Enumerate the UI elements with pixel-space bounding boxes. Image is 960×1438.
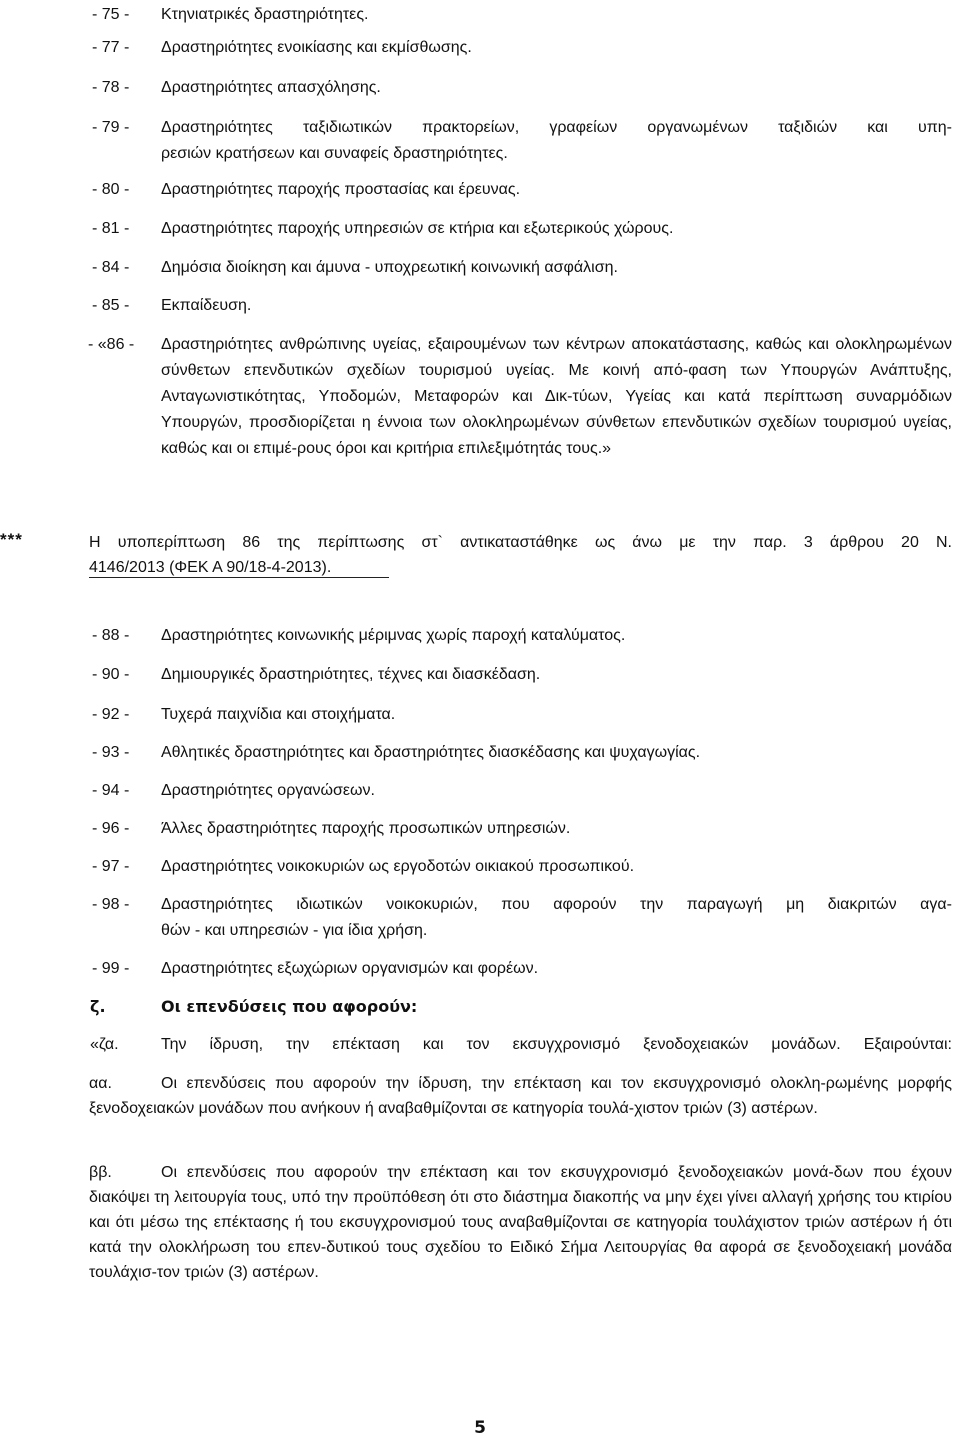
item-text: Δραστηριότητες κοινωνικής μέριμνας χωρίς παροχή καταλύματος. (161, 627, 626, 644)
item-text: Δραστηριότητες παροχής προστασίας και έρευνας. (161, 181, 521, 198)
item-text-continued: θών - και υπηρεσιών - για ίδια χρήση. (161, 922, 428, 939)
item-code: - 77 - (92, 39, 130, 56)
item-text: Δραστηριότητες ιδιωτικών νοικοκυριών, που αφορούν την παραγωγή μη διακριτών αγα- (161, 896, 952, 913)
item-text: Δραστηριότητες απασχόλησης. (161, 79, 381, 96)
item-text: Δραστηριότητες οργανώσεων. (161, 782, 375, 799)
item-text: Δημόσια διοίκηση και άμυνα - υποχρεωτική κοινωνική ασφάλιση. (161, 259, 618, 276)
item-text: Δραστηριότητες εξωχώριων οργανισμών και φορέων. (161, 960, 539, 977)
item-code: - 96 - (92, 820, 130, 837)
item-text: Αθλητικές δραστηριότητες και δραστηριότητες διασκέδασης και ψυχαγωγίας. (161, 744, 701, 761)
item-text: Κτηνιατρικές δραστηριότητες. (161, 6, 369, 23)
note-stars: *** (0, 530, 23, 549)
item-code: - 79 - (92, 119, 130, 136)
item-text: Δραστηριότητες παροχής υπηρεσιών σε κτήρια και εξωτερικούς χώρους. (161, 220, 674, 237)
item-text: Δραστηριότητες ανθρώπινης υγείας, εξαιρουμένων των κέντρων αποκατάστασης, καθώς και ολοκληρωμένων σύνθετων επενδυτικών σχεδίων τουρισμού υγείας. Με κοινή από-φαση των Υπουργών Ανάπτυξης, Ανταγωνιστικότητας, Υποδομών, Μεταφορών και Δικ-τύων, Υγείας και κατά περίπτωση συναρμόδιων Υπουργών, προσδιορίζεται η έννοια των ολοκληρωμένων σύνθετων επενδυτικών σχεδίων τουρισμού υγείας, καθώς και οι επιμέ-ρους όροι και κριτήρια επιλεξιμότητάς τους.» (161, 336, 952, 457)
subsection-text: Οι επενδύσεις που αφορούν την ίδρυση, την επέκταση και τον εκσυγχρονισμό ολοκλη-ρωμένης μορφής ξενοδοχειακών μονάδων που ανήκουν ή αναβαθμίζονται σε κατηγορία τουλά-χιστον τριών (3) αστέρων. (89, 1075, 952, 1117)
amendment-note (89, 530, 952, 580)
item-code: - 92 - (92, 706, 130, 723)
item-code: - 81 - (92, 220, 130, 237)
subsection-bb (89, 1160, 952, 1285)
section-code: ζ. (90, 997, 106, 1016)
item-code: - 97 - (92, 858, 130, 875)
note-line-1: Η υποπερίπτωση 86 της περίπτωσης στ` αντικαταστάθηκε ως άνω με την παρ. 3 άρθρου 20 Ν. (89, 534, 952, 551)
section-title: Οι επενδύσεις που αφορούν: (161, 997, 418, 1016)
item-code: - 78 - (92, 79, 130, 96)
item-text: Δραστηριότητες ενοικίασης και εκμίσθωσης. (161, 39, 472, 56)
item-code: - «86 - (88, 336, 135, 353)
item-code: - 85 - (92, 297, 130, 314)
item-code: - 88 - (92, 627, 130, 644)
item-text: Τυχερά παιχνίδια και στοιχήματα. (161, 706, 396, 723)
item-code: - 93 - (92, 744, 130, 761)
subsection-code: αα. (89, 1075, 112, 1092)
item-text: Εκπαίδευση. (161, 297, 252, 314)
subsection-text: Οι επενδύσεις που αφορούν την επέκταση και τον εκσυγχρονισμό ξενοδοχειακών μονά-δων που έχουν διακόψει τη λειτουργία τους, υπό την προϋπόθεση ότι στο διάστημα διακοπής να μην έχει γίνει αλλαγή χρήσης του κτιρίου και ότι μέσω της επέκτασης ή του εκσυγχρονισμού τους αναβαθμίζονται σε κατηγορία τουλάχιστον τριών αστέρων ή ότι κατά την ολοκλήρωση του επεν-δυτικού τους σχεδίου το Ειδικό Σήμα Λειτουργίας θα αφορά σε ξενοδοχειακή μονάδα τουλάχισ-τον τριών (3) αστέρων. (89, 1164, 952, 1281)
subsection-code: «ζα. (90, 1036, 119, 1053)
item-text-continued: ρεσιών κρατήσεων και συναφείς δραστηριότητες. (161, 145, 508, 162)
item-code: - 84 - (92, 259, 130, 276)
item-text: Άλλες δραστηριότητες παροχής προσωπικών υπηρεσιών. (161, 820, 571, 837)
subsection-code: ββ. (89, 1164, 112, 1181)
item-code: - 75 - (92, 6, 130, 23)
item-code: - 80 - (92, 181, 130, 198)
note-line-2: 4146/2013 (ΦΕΚ Α 90/18-4-2013). (89, 559, 332, 576)
note-underline (89, 577, 389, 578)
page-number: 5 (474, 1418, 486, 1438)
item-text: Δραστηριότητες ταξιδιωτικών πρακτορείων, γραφείων οργανωμένων ταξιδιών και υπη- (161, 119, 952, 136)
item-code: - 90 - (92, 666, 130, 683)
item-code: - 99 - (92, 960, 130, 977)
item-text: Δραστηριότητες νοικοκυριών ως εργοδοτών οικιακού προσωπικού. (161, 858, 635, 875)
item-code: - 94 - (92, 782, 130, 799)
item-text: Δημιουργικές δραστηριότητες, τέχνες και διασκέδαση. (161, 666, 541, 683)
subsection-aa (89, 1071, 952, 1121)
subsection-text: Την ίδρυση, την επέκταση και τον εκσυγχρονισμό ξενοδοχειακών μονάδων. Εξαιρούνται: (161, 1036, 952, 1053)
item-code: - 98 - (92, 896, 130, 913)
